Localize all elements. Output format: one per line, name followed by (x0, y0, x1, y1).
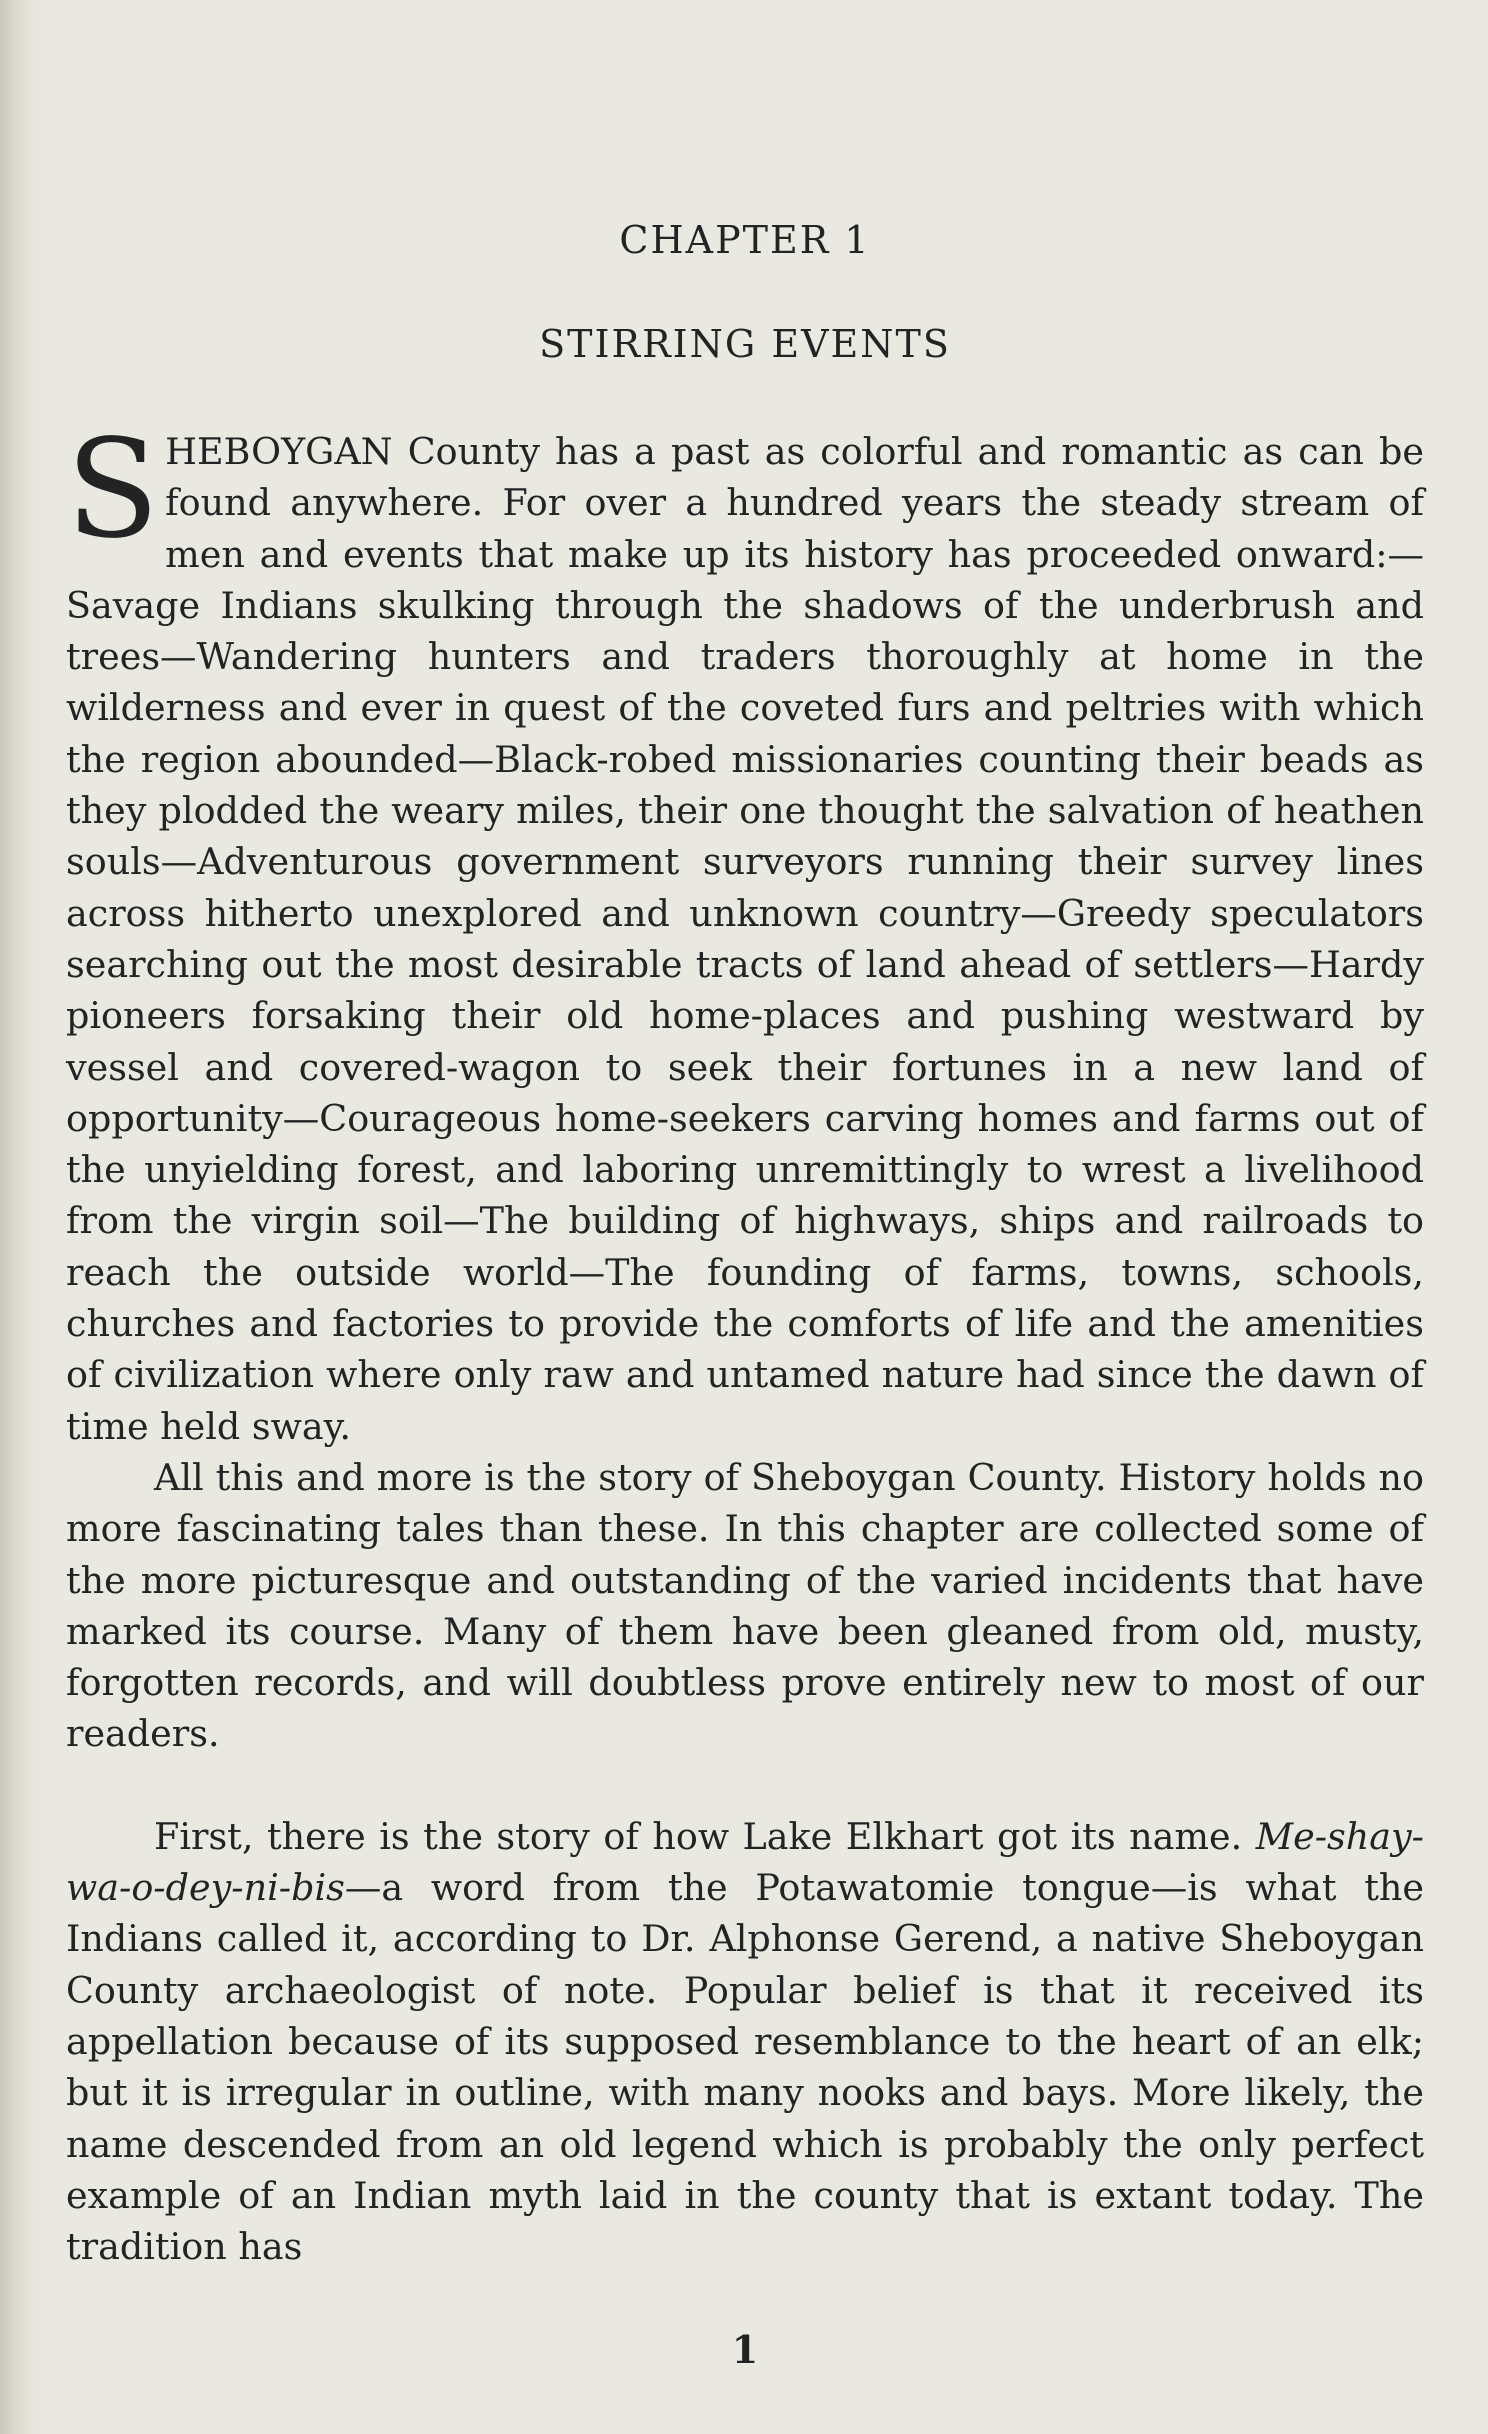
page-number: 1 (731, 2327, 759, 2372)
paragraph-3-intro: First, there is the story of how Lake Elkhart got its name. (154, 1814, 1243, 1858)
paragraph-3 (66, 1811, 1424, 2273)
book-spine-shadow (0, 0, 44, 2434)
chapter-subtitle: STIRRING EVENTS (539, 322, 951, 366)
book-page (66, 0, 1424, 2434)
body-text (66, 411, 1424, 2272)
drop-cap-letter: S (66, 411, 160, 569)
indian-lake-name: Me-shay-wa-o-dey-ni-bis (66, 1814, 1424, 1910)
chapter-heading: CHAPTER 1 (619, 218, 871, 262)
paragraph-1 (66, 411, 1424, 1452)
paragraph-1-text: HEBOYGAN County has a past as colorful and romantic as can be found anywhere. For over a hundred years the steady stream of men and events that make up its history has proceeded onward:—Savage Indians skulking through the shadows of the underbrush and trees—Wandering hunters and traders thoroughly at home in the wilderness and ever in quest of the coveted furs and peltries with which the region abounded—Black-robed missionaries counting their beads as they plodded the weary miles, their one thought the salvation of heathen souls—Adventurous government surveyors running their survey lines across hitherto unexplored and unknown country—Greedy speculators searching out the most desirable tracts of land ahead of settlers—Hardy pioneers forsaking their old home-places and pushing westward by vessel and covered-wagon to seek their fortunes in a new land of opportunity—Courageous home-seekers carving homes and farms out of the unyielding forest, and laboring unremittingly to wrest a livelihood from the virgin soil—The building of highways, ships and railroads to reach the outside world—The founding of farms, towns, schools, churches and factories to provide the comforts of life and the amenities of civilization where only raw and untamed nature had since the dawn of time held sway. (66, 430, 1424, 1448)
paragraph-2: All this and more is the story of Sheboygan County. History holds no more fascinating tales than these. In this chapter are collected some of the more picturesque and outstanding of the varied incidents that have marked its course. Many of them have been gleaned from old, musty, forgotten records, and will doubtless prove entirely new to most of our readers. (66, 1455, 1424, 1756)
paragraph-3-text: —a word from the Potawatomie tongue—is what the Indians called it, according to Dr. Alphonse Gerend, a native Sheboygan County archaeologist of note. Popular belief is that it received its appellation because of its supposed resemblance to the heart of an elk; but it is irregular in outline, with many nooks and bays. More likely, the name descended from an old legend which is probably the only perfect example of an Indian myth laid in the county that is extant today. The tradition has (66, 1866, 1424, 2269)
